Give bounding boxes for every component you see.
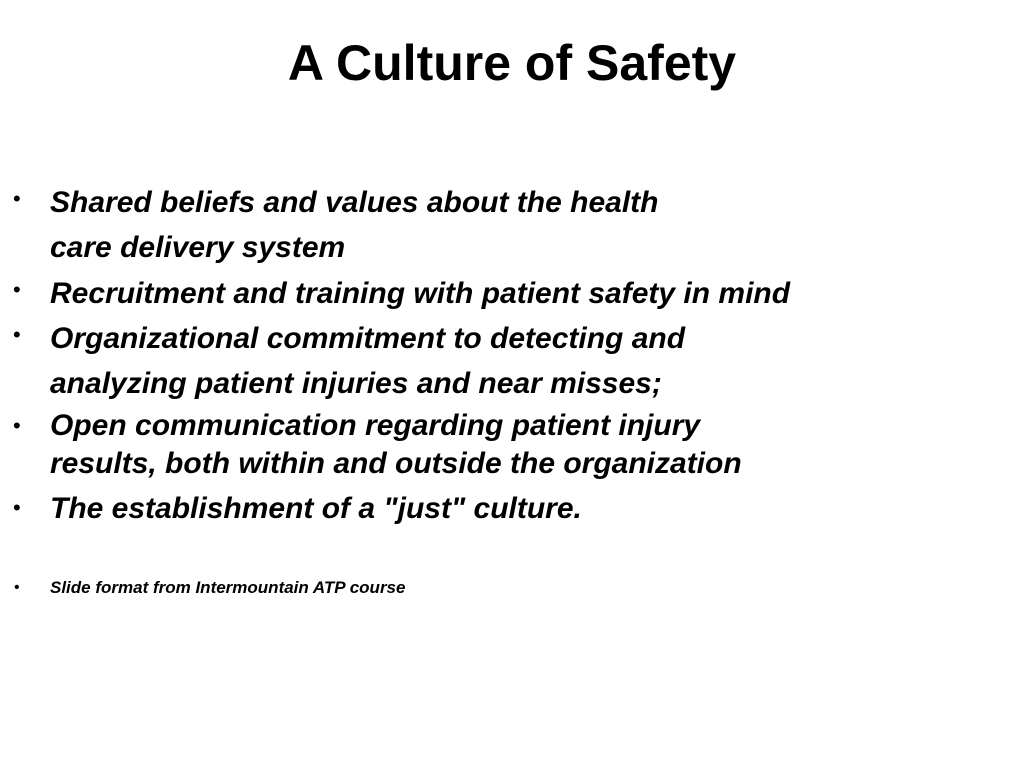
bullet-line: results, both within and outside the organization (50, 447, 742, 480)
slide-title: A Culture of Safety (287, 35, 737, 91)
bullet-icon: • (13, 186, 21, 211)
bullet-line: Open communication regarding patient injury (50, 409, 701, 442)
bullet-icon: • (13, 322, 21, 347)
bullet-line: Recruitment and training with patient safety in mind (50, 277, 791, 310)
bullet-line: Organizational commitment to detecting and (50, 322, 686, 355)
bullet-icon: • (13, 495, 21, 520)
bullet-line: The establishment of a "just" culture. (50, 492, 582, 525)
bullet-icon: • (13, 413, 21, 438)
bullet-line: analyzing patient injuries and near misses; (50, 367, 662, 400)
bullet-line: Slide format from Intermountain ATP course (50, 578, 406, 597)
bullet-text (50, 271, 950, 316)
bullet-icon: • (13, 277, 21, 302)
bullet-icon: • (14, 579, 20, 596)
bullet-line: Shared beliefs and values about the health (50, 186, 659, 219)
bullet-text (50, 407, 950, 483)
bullet-text (50, 180, 950, 270)
bullet-text (50, 316, 950, 406)
bullet-text (50, 576, 950, 600)
bullet-text (50, 489, 950, 529)
bullet-line: care delivery system (50, 231, 346, 264)
